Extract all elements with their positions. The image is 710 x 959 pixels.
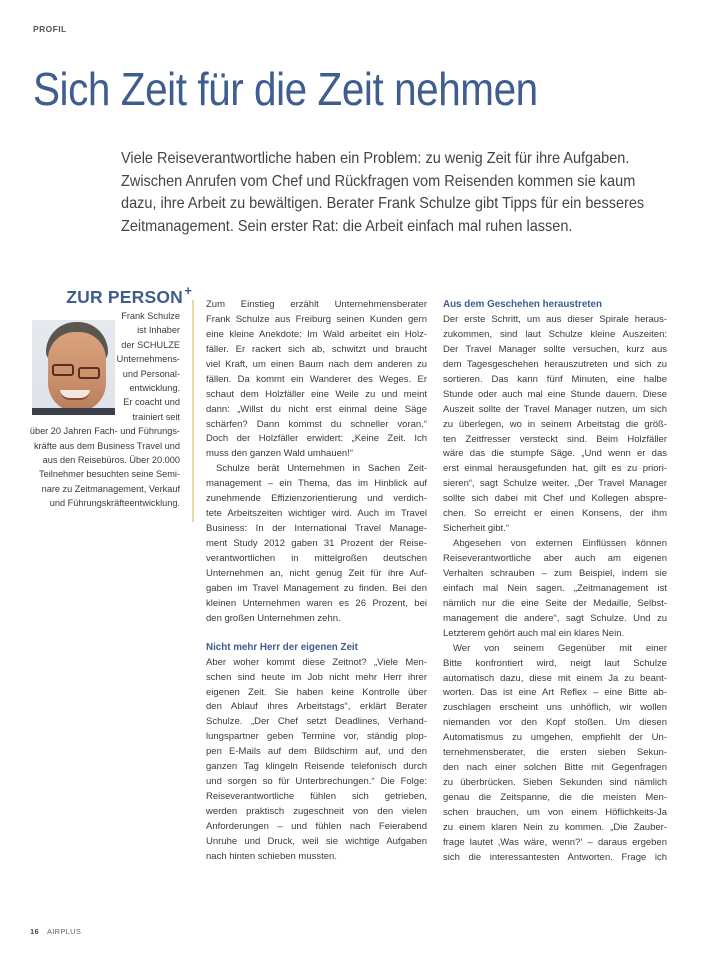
text-line: eigenen Zeit. Sie haben keine Kontrolle über — [206, 686, 427, 698]
text-line: muss den ganzen Wald umhauen!“ — [206, 448, 353, 460]
text-line: Zum Einstieg erzählt Unternehmensberater — [206, 299, 427, 310]
person-bio — [10, 309, 180, 511]
bio-line: Unternehmens- — [116, 354, 180, 365]
text-line: Letzterem gehört auch mal ein klares Nein. — [443, 627, 625, 639]
text-line: den großen Unternehmen zehn. — [206, 612, 341, 624]
text-line: sich die interessantesten Antworten. Frage ich — [443, 851, 667, 863]
text-line: fällen. Da kommt ein Wanderer des Weges. Er — [206, 373, 427, 385]
text-line: management die andere“, sagt Schulze. Und zu — [443, 612, 667, 624]
text-line: nämlich nur die eine Seite der Medaille, Selbst- — [443, 597, 667, 609]
text-line: Anforderungen – und fühlen nach Feierabend — [206, 820, 427, 832]
page-headline: Sich Zeit für die Zeit nehmen — [33, 63, 538, 115]
lead-line: Zeitmanagement. Sein erster Rat: die Arbeit einfach mal ruhen lassen. — [121, 217, 573, 235]
text-line: ganzen Tag klingeln Reisende telefonisch durch — [206, 761, 427, 773]
text-line: lungspartner geben Termine vor, ständig plop- — [206, 731, 427, 743]
vertical-divider — [192, 300, 194, 522]
text-line: Schulze berät Unternehmen in Sachen Zeit- — [216, 463, 427, 475]
text-line: tete Arbeitszeiten wichtiger wird. Auch im Travel — [206, 508, 427, 520]
text-line: Doch der Holzfäller erwidert: „Keine Zeit. Ich — [206, 433, 427, 445]
text-line: sortieren. Das kann fünf Minuten, eine halbe — [443, 373, 667, 385]
text-line: schen sind heute im Job nicht mehr Herr ihrer — [206, 671, 427, 683]
bio-line: aus den Reisebüros. Über 20.000 — [42, 455, 180, 466]
article-column-2 — [443, 298, 667, 866]
text-line: pen E-Mails auf dem Bildschirm auf, und den — [206, 746, 427, 758]
text-line: Aber woher kommt diese Zeitnot? „Viele Men- — [206, 656, 427, 668]
text-line: genau die Zeitspanne, die die meisten Men- — [443, 792, 667, 803]
text-line: dem Tagesgeschehen herauszutreten und sich zu — [443, 358, 667, 370]
text-line: Stunde oder auch mal eine Stunde dauern. Diese — [443, 388, 667, 400]
text-line: niemanden vor den Kopf stoßen. Um diesen — [443, 717, 667, 729]
text-line: zuschlagen erscheint uns unhöflich, wir wollen — [443, 702, 667, 714]
text-line: und sorgen so für Unterbrechungen.“ Die Folge: — [206, 776, 427, 788]
text-line: schaut dem Holzfäller eine Weile zu und meint — [206, 388, 427, 400]
text-line: Wer von seinem Gegenüber mit einer — [453, 642, 667, 654]
subheading: Nicht mehr Herr der eigenen Zeit — [206, 641, 358, 653]
text-line: Business: In der International Travel Manage- — [206, 523, 427, 535]
text-line: werden praktisch zugeschneit von den vielen — [206, 806, 427, 817]
bio-line: Frank Schulze — [121, 311, 180, 321]
text-line: Unternehmen an, nicht genug Zeit für ihre Auf- — [206, 567, 427, 579]
lead-line: dazu, ihre Arbeit zu bewältigen. Berater Frank Schulze gibt Tipps für ein besseres — [121, 195, 645, 212]
plus-icon: + — [184, 283, 192, 298]
bio-line: kräfte aus dem Business Travel und — [33, 440, 180, 451]
text-line: automatisch dazu, diese mit einem Ja zu beant- — [443, 672, 667, 684]
text-line: eine kleine Anekdote: Im Wald arbeitet ein Holz- — [206, 328, 427, 340]
bio-line: über 20 Jahren Fach- und Führungs- — [29, 426, 180, 437]
lead-line: Viele Reiseverantwortliche haben ein Problem: zu wenig Zeit für ihre Aufgaben. — [121, 150, 630, 167]
text-line: wäre das die stumpfe Säge. „Und wenn er das — [443, 448, 667, 460]
text-line: frage lautet ‚Was wäre, wenn?‘ – daraus ergeben — [443, 836, 667, 848]
text-line: management – ein Thema, das im Hinblick auf — [206, 478, 427, 490]
bio-line: der SCHULZE — [121, 339, 180, 350]
text-line: nach hinten schieben mussten. — [206, 850, 337, 862]
text-line: zunehmende Effizienzorientierung und verdich- — [206, 493, 427, 505]
text-line: gaben im Travel Management zu finden. Bei den — [206, 582, 427, 594]
text-line: Abgesehen von externen Einflüssen können — [453, 538, 667, 550]
text-line: Reiseverantwortliche aber auch am eigenen — [443, 553, 667, 564]
text-line: Unruhe und Druck, weil sie wichtige Aufgaben — [206, 835, 427, 847]
bio-line: und Personal- — [122, 368, 180, 379]
text-line: einfach mal Nein sagen. „Zeitmanagement ist — [443, 582, 667, 594]
bio-line: nare zu Zeitmanagement, Verkauf — [41, 483, 180, 494]
text-line: schärfen? Dann kommst du schneller voran.“ — [206, 418, 427, 430]
text-line: Schulze. „Der Chef setzt Deadlines, Verhand- — [206, 716, 427, 728]
text-line: dann: „Willst du nicht erst einmal deine Säge — [206, 403, 427, 415]
text-line: schen brauchen, um von einem Höflichkeits-Ja — [443, 806, 667, 818]
subheading: Aus dem Geschehen heraustreten — [443, 299, 602, 310]
bio-line: Teilnehmer besuchten seine Semi- — [39, 469, 180, 480]
page-number: 16 — [30, 927, 39, 936]
text-line: ternehmensberater, die ersten sieben Sekun- — [443, 747, 667, 759]
text-line: ment Study 2012 gaben 31 Prozent der Reise- — [206, 538, 427, 549]
section-label: PROFIL — [33, 24, 67, 34]
article-column-1 — [206, 298, 427, 865]
text-line: ten Zeitfresser versteckt sind. Beim Holzfäller — [443, 433, 667, 445]
text-line: Der erste Schritt, um aus dieser Spirale heraus- — [443, 314, 667, 325]
text-line: Reiseverantwortliche fühlen sich getrieben, — [206, 791, 427, 803]
bio-line: und Führungskräfteentwicklung. — [49, 498, 180, 509]
text-line: verantwortlichen in mittelgroßen deutschen — [206, 552, 427, 564]
text-line: zu überlegen, wo in seinem Arbeitstag die größ- — [443, 418, 667, 430]
bio-line: entwicklung. — [129, 383, 180, 394]
text-line: Auszeit sollte der Travel Manager nutzen, um sich — [443, 403, 667, 415]
publication-name: AIRPLUS — [46, 927, 82, 936]
text-line: sollte sich dabei mit Chef und Kollegen abspre- — [443, 493, 667, 505]
text-line: Der Travel Manager sollte versuchen, kurz aus — [443, 343, 667, 355]
text-line: worten. Das ist eine Art Reflex – eine Bitte ab- — [443, 687, 667, 699]
page-footer — [30, 927, 81, 936]
bio-line: Er coacht und — [123, 397, 180, 408]
text-line: zu überbrücken. Sieben Sekunden sind nämlich — [443, 777, 667, 789]
text-line: Bitte konfrontiert wird, neigt laut Schulze — [443, 657, 667, 669]
text-line: zu einem klaren Nein zu kommen. „Die Zauber- — [443, 821, 667, 833]
bio-line: ist Inhaber — [137, 325, 180, 336]
text-line: fäller. Er rackert sich ab, schwitzt und braucht — [206, 343, 427, 355]
person-box — [20, 285, 190, 525]
text-line: den nach einer solchen Bitte mit Gegenfragen — [443, 762, 667, 774]
text-line: Sicherheit gibt.“ — [443, 523, 510, 535]
text-line: sieren“, sagt Schulze weiter. „Der Travel Manager — [443, 478, 667, 490]
lead-line: Zwischen Anrufen vom Chef und Rückfragen vom Reisenden kommen sie kaum — [121, 172, 636, 190]
person-box-title: ZUR PERSON — [66, 287, 183, 307]
text-line: viel Kraft, um einen Baum nach dem anderen zu — [206, 358, 427, 370]
text-line: zukommen, sind laut Schulze kleine Auszeiten: — [443, 328, 667, 340]
lead-paragraph — [121, 148, 679, 238]
text-line: Verhalten schrauben – zum Beispiel, indem sie — [443, 567, 667, 579]
text-line: den Ablauf ihres Arbeitstags“, erklärt Berater — [206, 701, 427, 713]
text-line: kleinen Unternehmen waren es 26 Prozent, bei — [206, 597, 427, 609]
text-line: chen. So erreicht er einen Konsens, der ihm — [443, 508, 667, 520]
text-line: Automatismus zu umgehen, empfiehlt der Un- — [443, 732, 667, 744]
text-line: erst einmal herausgefunden hat, gilt es zu priori- — [443, 463, 667, 475]
text-line: Frank Schulze aus Freiburg seinen Kunden gern — [206, 313, 427, 325]
bio-line: trainiert seit — [132, 411, 180, 422]
